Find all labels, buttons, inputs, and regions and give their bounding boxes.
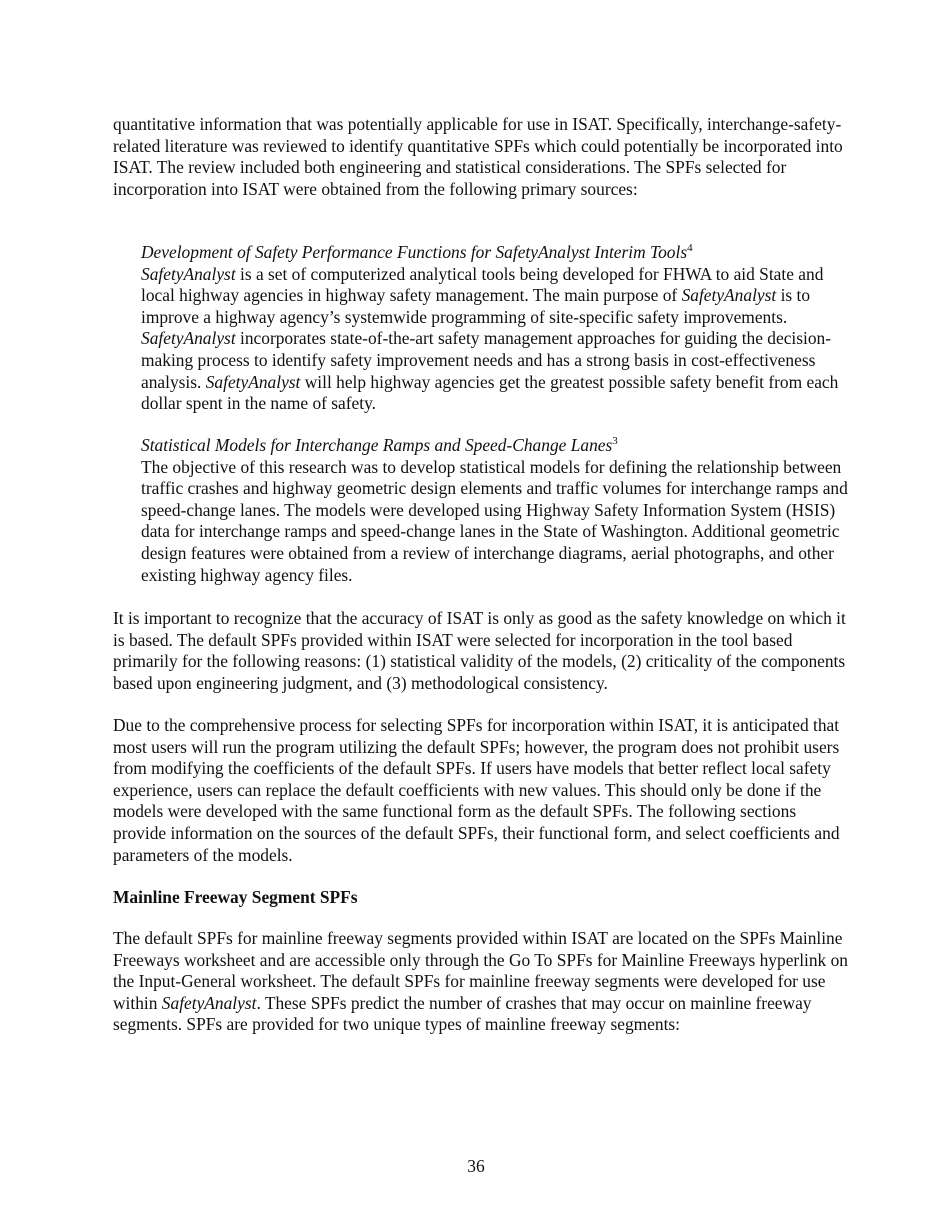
reference-superscript: 4	[687, 242, 693, 254]
section-heading: Mainline Freeway Segment SPFs	[113, 887, 358, 907]
page-number: 36	[467, 1156, 485, 1176]
description-text: incorporates state-of-the-art safety management approaches for guiding the decision-making process to identify safety improvement needs and has a strong basis in cost-effectiveness analysis.	[141, 328, 832, 392]
reference-superscript: 3	[612, 435, 618, 447]
source-title-text: Statistical Models for Interchange Ramps and Speed-Change Lanes	[141, 435, 613, 455]
description-text: is a set of computerized analytical tools being developed for FHWA to aid State and local highway agencies in highway safety management. The main purpose of	[141, 263, 824, 306]
source-title	[141, 242, 851, 264]
intro-paragraph: quantitative information that was potentially applicable for use in ISAT. Specifically, interchange-safety-related literature was reviewed to identify quantitative SPFs which could potentially be incorporated into ISAT. The review included both engineering and statistical considerations. The SPFs selected for incorporation into ISAT were obtained from the following primary sources:	[113, 114, 843, 199]
tool-name-italic: SafetyAnalyst	[141, 263, 236, 284]
source-title	[141, 435, 851, 457]
description-text: is to improve a highway agency’s systemwide programming of site-specific safety improvements.	[141, 285, 811, 327]
tool-name-italic: SafetyAnalyst	[205, 371, 301, 392]
source-title-text: Development of Safety Performance Functions for SafetyAnalyst Interim Tools	[141, 242, 688, 262]
mainline-text-part2: . These SPFs predict the number of crashes that may occur on mainline freeway segments. SPFs are provided for two unique types of mainline freeway segments:	[113, 992, 812, 1035]
tool-name-italic: SafetyAnalyst	[141, 328, 236, 349]
mainline-text-part1: The default SPFs for mainline freeway segments provided within ISAT are located on the SPFs Mainline Freeways worksheet and are accessible only through the Go To SPFs for Mainline Freeways hyperlink on the Input-General worksheet. The default SPFs for mainline freeway segments were developed for use within	[113, 928, 848, 1013]
source-description	[141, 264, 851, 415]
source-entry-ramps	[141, 435, 851, 586]
mainline-text-italic: SafetyAnalyst	[161, 992, 257, 1013]
accuracy-paragraph: It is important to recognize that the accuracy of ISAT is only as good as the safety knowledge on which it is based. The default SPFs provided within ISAT were selected for incorporation in the tool based primarily for the following reasons: (1) statistical validity of the models, (2) criticality of the components based upon engineering judgment, and (3) methodological consistency.	[113, 608, 846, 693]
description-text: will help highway agencies get the greatest possible safety benefit from each dollar spent in the name of safety.	[141, 371, 839, 414]
description-text: The objective of this research was to develop statistical models for defining the relationship between traffic crashes and highway geometric design elements and traffic volumes for interchange ramps and speed-change lanes. The models were developed using Highway Safety Information System (HSIS) data for interchange ramps and speed-change lanes in the State of Washington. Additional geometric design features were obtained from a review of interchange diagrams, aerial photographs, and other existing highway agency files.	[141, 456, 848, 585]
source-description	[141, 457, 851, 587]
tool-name-italic: SafetyAnalyst	[681, 285, 777, 306]
mainline-paragraph	[113, 928, 848, 1036]
selection-process-paragraph: Due to the comprehensive process for selecting SPFs for incorporation within ISAT, it is anticipated that most users will run the program utilizing the default SPFs; however, the program does not prohibit users from modifying the coefficients of the default SPFs. If users have models that better reflect local safety experience, users can replace the default coefficients with new values. This should only be done if the models were developed with the same functional form as the default SPFs. The following sections provide information on the sources of the default SPFs, their functional form, and select coefficients and parameters of the models.	[113, 715, 840, 865]
source-entry-safetyanalyst	[141, 242, 851, 415]
